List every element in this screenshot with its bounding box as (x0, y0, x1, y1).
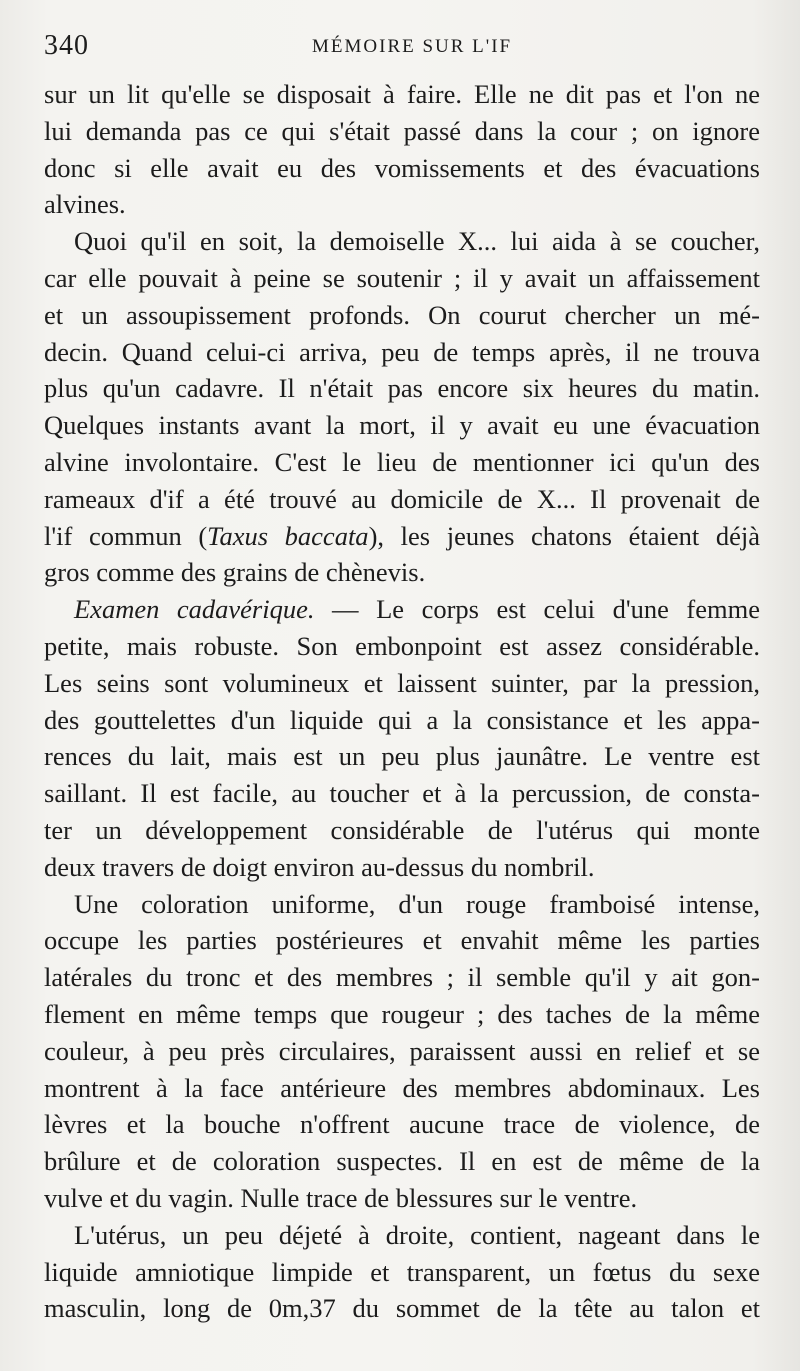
taxon-name: Taxus baccata (207, 520, 369, 551)
page-header (44, 30, 764, 70)
text-line: ter un développement considérable de l'utérus qui monte (44, 814, 760, 845)
text-line: et un assoupissement profonds. On courut chercher un mé- (44, 299, 760, 330)
section-heading: Examen cadavérique. (74, 594, 315, 625)
text-line: rameaux d'if a été trouvé au domicile de X... Il provenait de (44, 483, 760, 514)
running-head: MÉMOIRE SUR L'IF (312, 36, 513, 57)
text-line: saillant. Il est facile, au toucher et à la percussion, de consta- (44, 778, 760, 809)
body-text (44, 76, 760, 1327)
text-line: occupe les parties postérieures et envahit même les parties (44, 925, 760, 956)
text-line: montrent à la face antérieure des membres abdominaux. Les (44, 1072, 760, 1103)
text-line: flement en même temps que rougeur ; des taches de la même (44, 998, 760, 1029)
text-segment: l'if commun ( (44, 520, 208, 551)
text-line: lui demanda pas ce qui s'était passé dans la cour ; on ignore (44, 115, 760, 146)
text-line: alvines. (44, 189, 126, 220)
text-line: rences du lait, mais est un peu plus jaunâtre. Le ventre est (44, 741, 760, 772)
text-line: Quelques instants avant la mort, il y avait eu une évacuation (44, 410, 760, 441)
text-line: des gouttelettes d'un liquide qui a la consistance et les appa- (44, 704, 760, 735)
text-line: masculin, long de 0m,37 du sommet de la tête au talon et (44, 1293, 760, 1324)
text-line: deux travers de doigt environ au-dessus du nombril. (44, 851, 595, 882)
text-line: donc si elle avait eu des vomissements et des évacuations (44, 152, 760, 183)
text-line-mixed (44, 591, 760, 628)
text-line: car elle pouvait à peine se soutenir ; il y avait un affaissement (44, 262, 760, 293)
text-line: Une coloration uniforme, d'un rouge framboisé intense, (74, 888, 760, 919)
text-line: decin. Quand celui-ci arriva, peu de temps après, il ne trouva (44, 336, 760, 367)
text-line: plus qu'un cadavre. Il n'était pas encore six heures du matin. (44, 373, 760, 404)
text-line: brûlure et de coloration suspectes. Il en est de même de la (44, 1146, 760, 1177)
text-line: gros comme des grains de chènevis. (44, 557, 426, 588)
text-line: petite, mais robuste. Son embonpoint est assez considérable. (44, 630, 760, 661)
text-line: liquide amniotique limpide et transparent, un fœtus du sexe (44, 1256, 760, 1287)
text-segment: ), les jeunes chatons étaient déjà (368, 520, 761, 551)
text-line: latérales du tronc et des membres ; il semble qu'il y ait gon- (44, 962, 760, 993)
page-number: 340 (44, 30, 89, 61)
text-line: Quoi qu'il en soit, la demoiselle X... lui aida à se coucher, (74, 226, 760, 257)
text-line-mixed (44, 518, 760, 555)
text-line: lèvres et la bouche n'offrent aucune trace de violence, de (44, 1109, 760, 1140)
text-line: couleur, à peu près circulaires, paraissent aussi en relief et se (44, 1035, 760, 1066)
text-line: alvine involontaire. C'est le lieu de mentionner ici qu'un des (44, 446, 760, 477)
text-line: sur un lit qu'elle se disposait à faire. Elle ne dit pas et l'on ne (44, 79, 760, 109)
text-line: L'utérus, un peu déjeté à droite, contient, nageant dans le (74, 1219, 760, 1250)
text-line: vulve et du vagin. Nulle trace de blessures sur le ventre. (44, 1182, 638, 1213)
text-segment: — Le corps est celui d'une femme (314, 594, 760, 625)
text-line: Les seins sont volumineux et laissent suinter, par la pression, (44, 667, 760, 698)
